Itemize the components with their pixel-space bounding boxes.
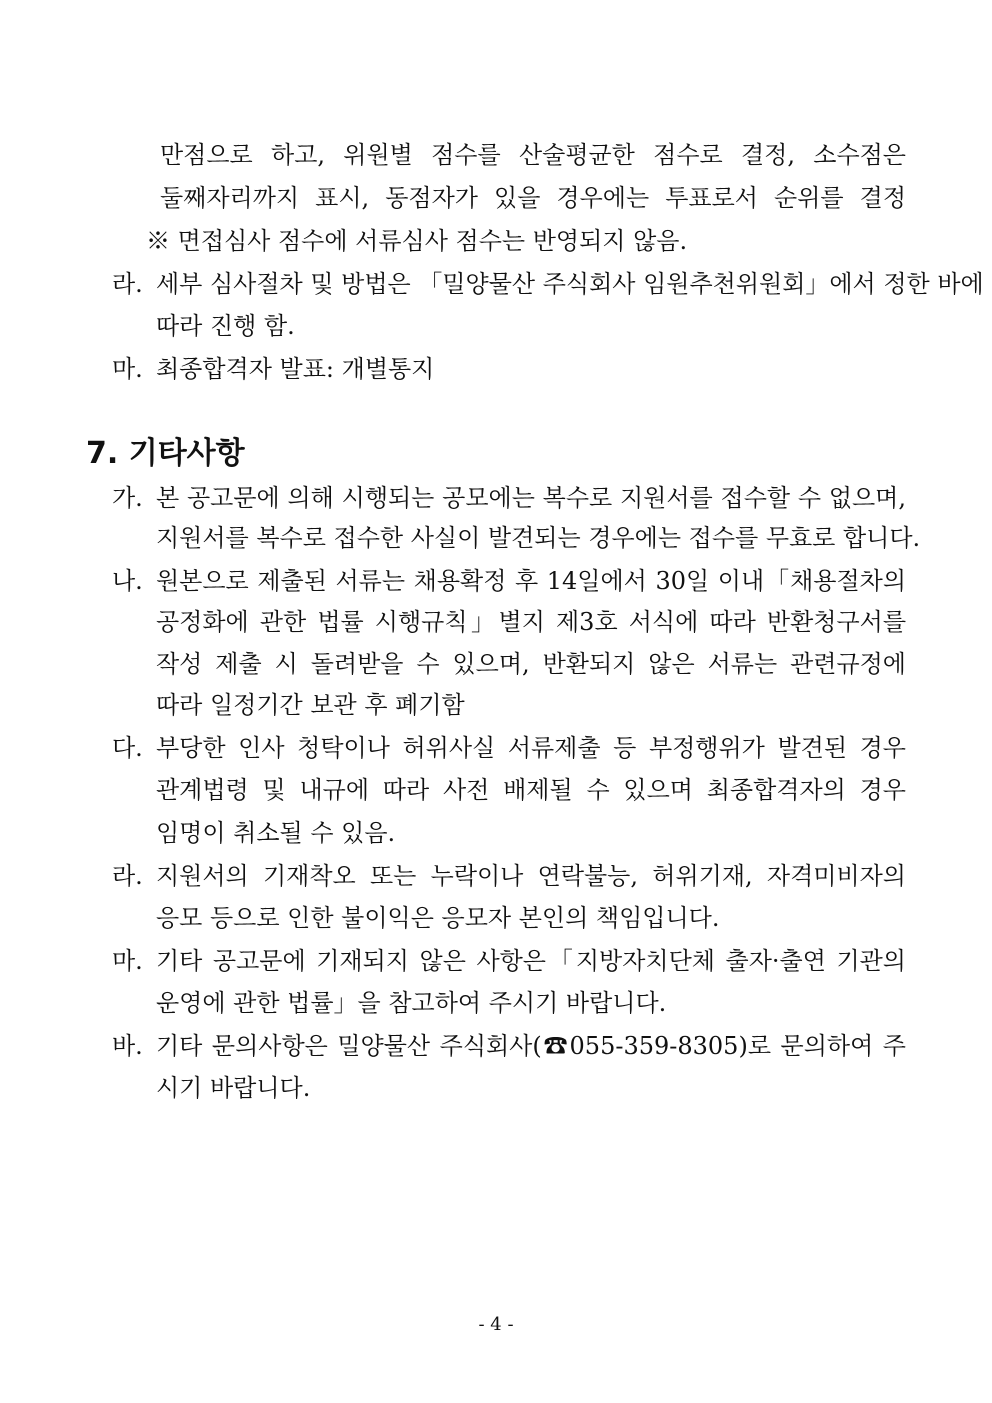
list-item-text: 따라 일정기간 보관 후 폐기함 [156, 691, 465, 719]
list-item-marker: 다. [112, 734, 143, 762]
list-item-text: 최종합격자 발표: 개별통지 [156, 355, 435, 383]
note-text: ※ 면접심사 점수에 서류심사 점수는 반영되지 않음. [146, 227, 688, 255]
list-item-text: 응모 등으로 인한 불이익은 응모자 본인의 책임입니다. [156, 904, 720, 932]
page-number: - 4 - [478, 1314, 514, 1335]
list-item-text: 따라 진행 함. [156, 312, 295, 340]
section-heading: 7. 기타사항 [86, 436, 245, 471]
list-item-text: 관계법령 및 내규에 따라 사전 배제될 수 있으며 최종합격자의 경우 [156, 776, 906, 804]
list-item-marker: 가. [112, 484, 143, 512]
continuation-line: 둘째자리까지 표시, 동점자가 있을 경우에는 투표로서 순위를 결정 [160, 184, 906, 212]
list-item-text: 작성 제출 시 돌려받을 수 있으며, 반환되지 않은 서류는 관련규정에 [156, 650, 906, 678]
list-item-text: 지원서의 기재착오 또는 누락이나 연락불능, 허위기재, 자격미비자의 [156, 862, 906, 890]
list-item-marker: 라. [112, 270, 143, 298]
list-item-marker: 나. [112, 567, 143, 595]
list-item-text: 운영에 관한 법률」을 참고하여 주시기 바랍니다. [156, 989, 667, 1017]
list-item-text: 세부 심사절차 및 방법은 「밀양물산 주식회사 임원추천위원회」에서 정한 바에 [156, 270, 984, 298]
list-item-text: 공정화에 관한 법률 시행규칙」별지 제3호 서식에 따라 반환청구서를 [156, 608, 906, 636]
list-item-marker: 마. [112, 947, 143, 975]
continuation-line: 만점으로 하고, 위원별 점수를 산술평균한 점수로 결정, 소수점은 [160, 141, 906, 169]
list-item-text: 원본으로 제출된 서류는 채용확정 후 14일에서 30일 이내「채용절차의 [156, 567, 906, 595]
list-item-text: 부당한 인사 청탁이나 허위사실 서류제출 등 부정행위가 발견된 경우 [156, 734, 906, 762]
list-item-marker: 마. [112, 355, 143, 383]
list-item-text: 임명이 취소될 수 있음. [156, 819, 396, 847]
list-item-marker: 라. [112, 862, 143, 890]
list-item-text: 지원서를 복수로 접수한 사실이 발견되는 경우에는 접수를 무효로 합니다. [156, 524, 921, 552]
list-item-text: 기타 문의사항은 밀양물산 주식회사(☎055-359-8305)로 문의하여 주 [156, 1032, 906, 1060]
list-item-marker: 바. [112, 1032, 143, 1060]
list-item-text: 기타 공고문에 기재되지 않은 사항은「지방자치단체 출자·출연 기관의 [156, 947, 906, 975]
list-item-text: 시기 바랍니다. [156, 1074, 311, 1102]
list-item-text: 본 공고문에 의해 시행되는 공모에는 복수로 지원서를 접수할 수 없으며, [156, 484, 906, 512]
